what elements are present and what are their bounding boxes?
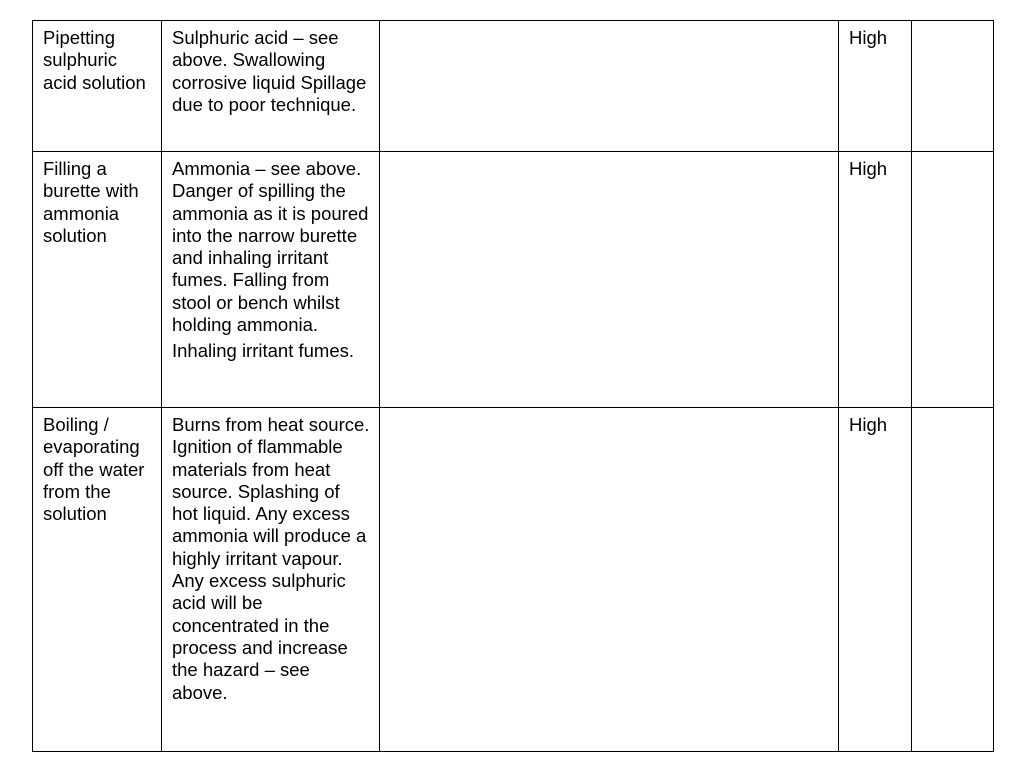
- table-row: [33, 21, 994, 152]
- extra-cell: [912, 21, 994, 152]
- table-row: [33, 152, 994, 408]
- control-cell: [380, 152, 839, 408]
- activity-text: Boiling / evaporating off the water from the solution: [43, 414, 145, 525]
- risk-rating-text: High: [849, 158, 888, 179]
- hazard-text: Ammonia – see above. Danger of spilling the ammonia as it is poured into the narrow burette and inhaling irritant fumes. Falling from stool or bench whilst holding ammonia.: [172, 158, 369, 336]
- risk-rating-text: High: [849, 27, 888, 48]
- activity-cell: [33, 21, 162, 152]
- hazard-cell: [162, 152, 380, 408]
- extra-cell: [912, 152, 994, 408]
- extra-cell: [912, 408, 994, 752]
- control-cell: [380, 408, 839, 752]
- risk-assessment-table: [32, 20, 994, 752]
- risk-rating-cell: [839, 408, 912, 752]
- risk-rating-cell: [839, 152, 912, 408]
- control-cell: [380, 21, 839, 152]
- activity-text: Filling a burette with ammonia solution: [43, 158, 139, 246]
- table-row: [33, 408, 994, 752]
- activity-text: Pipetting sulphuric acid solution: [43, 27, 146, 93]
- hazard-cell: [162, 21, 380, 152]
- activity-cell: [33, 408, 162, 752]
- hazard-cell: [162, 408, 380, 752]
- hazard-text: Burns from heat source. Ignition of flammable materials from heat source. Splashing of hot liquid. Any excess ammonia will produce a highly irritant vapour. Any excess sulphuric acid will be concentrated in the process and increase the hazard – see above.: [172, 414, 370, 703]
- activity-cell: [33, 152, 162, 408]
- risk-rating-text: High: [849, 414, 888, 435]
- hazard-text: Sulphuric acid – see above. Swallowing corrosive liquid Spillage due to poor technique.: [172, 27, 367, 115]
- risk-rating-cell: [839, 21, 912, 152]
- hazard-text: Inhaling irritant fumes.: [172, 340, 355, 362]
